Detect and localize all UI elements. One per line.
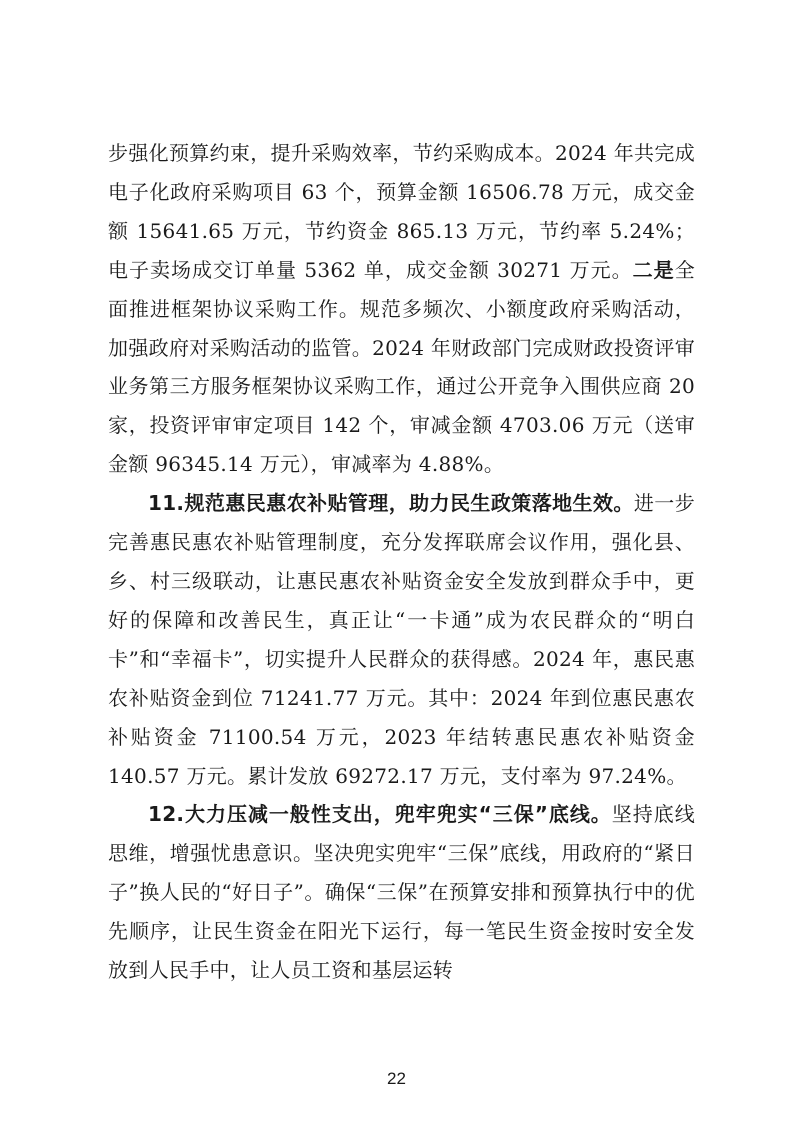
section-heading-11: 11.规范惠民惠农补贴管理，助力民生政策落地生效。	[148, 491, 634, 516]
paragraph-procurement-inline-heading: 二是	[632, 257, 675, 282]
paragraph-procurement-tail: 全面推进框架协议采购工作。规范多频次、小额度政府采购活动，加强政府对采购活动的监管。2024 年财政部门完成财政投资评审业务第三方服务框架协议采购工作，通过公开竞争入围供应商 20 家，投资评审审定项目 142 个，审减金额 4703.06 万元（送审金额 96345.14 万元），审减率为 4.88%。	[108, 257, 695, 477]
document-body	[108, 134, 695, 990]
paragraph-subsidy	[108, 484, 695, 795]
paragraph-expenditure	[108, 795, 695, 990]
paragraph-expenditure-text: 坚持底线思维，增强忧患意识。坚决兜实兜牢“三保”底线，用政府的“紧日子”换人民的“好日子”。确保“三保”在预算安排和预算执行中的优先顺序，让民生资金在阳光下运行，每一笔民生资金按时安全发放到人民手中，让人员工资和基层运转	[108, 802, 696, 983]
page-number: 22	[387, 1069, 406, 1088]
paragraph-procurement-text: 步强化预算约束，提升采购效率，节约采购成本。2024 年共完成电子化政府采购项目 63 个，预算金额 16506.78 万元，成交金额 15641.65 万元，节约资金 865.13 万元，节约率 5.24%；电子卖场成交订单量 5362 单，成交金额 30271 万元。	[108, 141, 695, 282]
section-heading-12: 12.大力压减一般性支出，兜牢兜实“三保”底线。	[148, 802, 612, 827]
paragraph-subsidy-text: 进一步完善惠民惠农补贴管理制度，充分发挥联席会议作用，强化县、乡、村三级联动，让惠民惠农补贴资金安全发放到群众手中，更好的保障和改善民生，真正让“一卡通”成为农民群众的“明白卡”和“幸福卡”，切实提升人民群众的获得感。2024 年，惠民惠农补贴资金到位 71241.77 万元。其中：2024 年到位惠民惠农补贴资金 71100.54 万元，2023 年结转惠民惠农补贴资金 140.57 万元。累计发放 69272.17 万元，支付率为 97.24%。	[108, 491, 695, 788]
paragraph-procurement	[108, 134, 695, 484]
